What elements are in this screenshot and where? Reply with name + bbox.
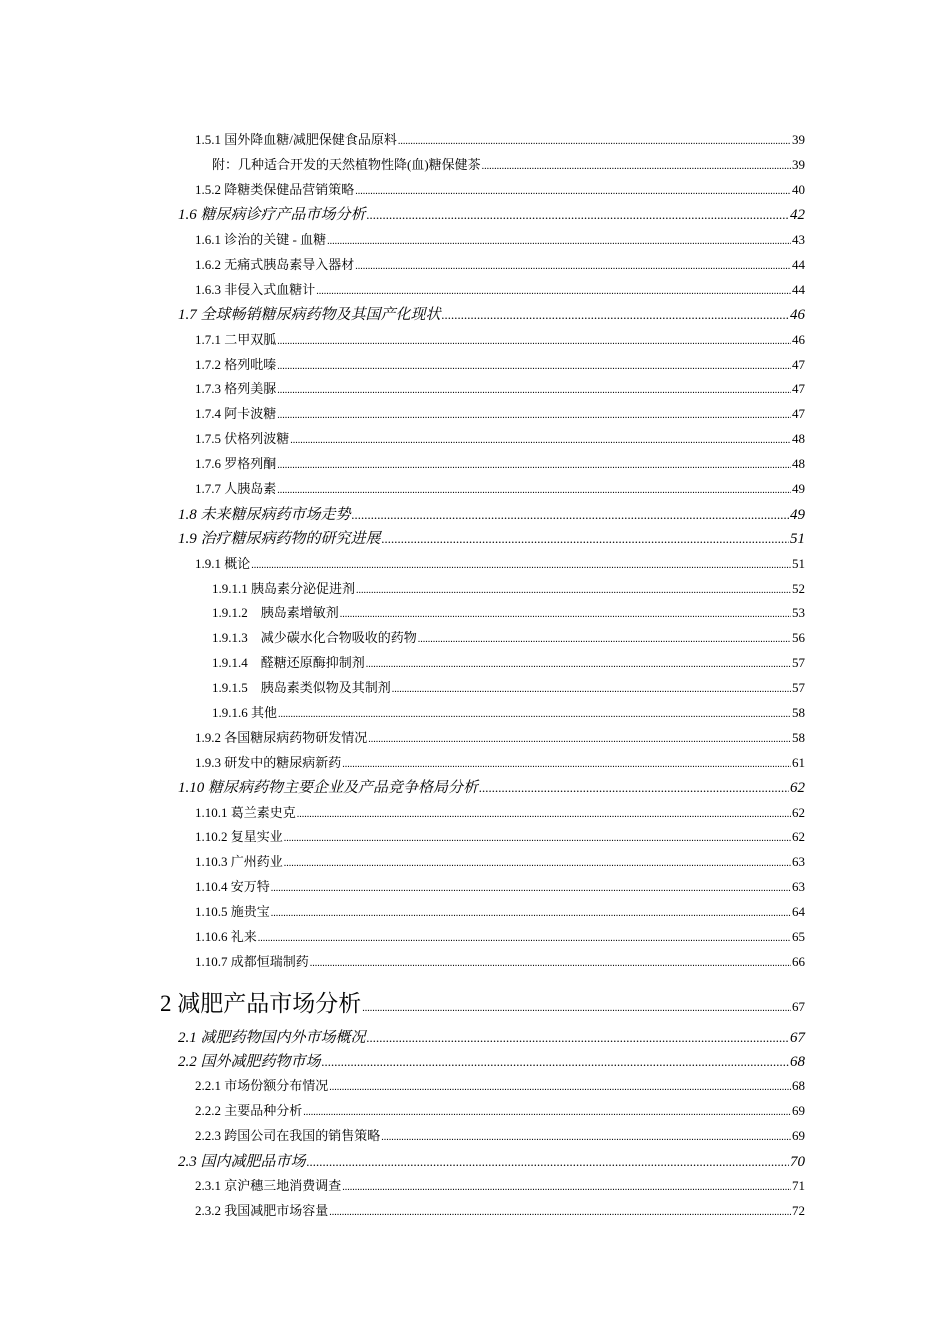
toc-entry-page-number: 47: [792, 406, 805, 421]
toc-entry-title: 1.5.2 降糖类保健品营销策略: [195, 182, 355, 197]
toc-entry[interactable]: [212, 627, 805, 646]
dot-leader: [258, 933, 791, 944]
toc-entry-page-number: 51: [790, 531, 805, 547]
toc-entry-page-number: 53: [792, 605, 805, 620]
toc-entry-title: 1.9.1.3 减少碳水化合物吸收的药物: [212, 630, 417, 645]
toc-entry-page-number: 62: [792, 829, 805, 844]
toc-entry[interactable]: [178, 776, 805, 797]
toc-entry-title: 1.9.3 研发中的糖尿病新药: [195, 755, 342, 770]
toc-entry-title: 2.2 国外减肥药物市场: [178, 1054, 321, 1070]
toc-entry-title: 1.7.3 格列美脲: [195, 381, 277, 396]
toc-entry[interactable]: [195, 1075, 805, 1094]
toc-entry-page-number: 46: [790, 307, 805, 323]
toc-entry-title: 1.9.2 各国糖尿病药物研发情况: [195, 730, 368, 745]
dot-leader: [342, 1182, 791, 1193]
toc-entry-title: 2.1 减肥药物国内外市场概况: [178, 1030, 366, 1046]
toc-entry[interactable]: [195, 752, 805, 771]
toc-entry-page-number: 65: [792, 929, 805, 944]
toc-entry[interactable]: [195, 1100, 805, 1119]
toc-entry[interactable]: [178, 1050, 805, 1071]
toc-entry-title: 1.6.2 无痛式胰岛素导入器材: [195, 257, 355, 272]
toc-entry-title: 1.9 治疗糖尿病药物的研究进展: [178, 531, 381, 547]
toc-entry-page-number: 71: [792, 1178, 805, 1193]
dot-leader: [362, 1003, 791, 1014]
toc-entry[interactable]: [195, 453, 805, 472]
toc-entry-page-number: 64: [792, 904, 805, 919]
toc-entry-title: 1.6.1 诊治的关键 - 血糖: [195, 232, 327, 247]
toc-entry[interactable]: [195, 951, 805, 970]
toc-entry[interactable]: [195, 478, 805, 497]
toc-entry-title: 1.7.6 罗格列酮: [195, 456, 277, 471]
dot-leader: [322, 1054, 789, 1070]
toc-entry-page-number: 72: [792, 1203, 805, 1218]
dot-leader: [479, 780, 789, 796]
toc-entry-page-number: 67: [792, 999, 805, 1014]
toc-entry-page-number: 49: [792, 481, 805, 496]
toc-entry-page-number: 39: [792, 132, 805, 147]
toc-entry-title: 1.10.2 复星实业: [195, 829, 283, 844]
toc-entry-page-number: 68: [792, 1078, 805, 1093]
toc-entry[interactable]: [178, 503, 805, 524]
dot-leader: [277, 410, 791, 421]
dot-leader: [284, 858, 791, 869]
dot-leader: [352, 507, 789, 523]
dot-leader: [277, 460, 791, 471]
dot-leader: [278, 709, 791, 720]
toc-entry-title: 1.10.4 安万特: [195, 879, 270, 894]
toc-entry[interactable]: [212, 652, 805, 671]
toc-entry[interactable]: [212, 154, 805, 173]
toc-entry-title: 1.7 全球畅销糖尿病药物及其国产化现状: [178, 307, 441, 323]
toc-entry-page-number: 47: [792, 381, 805, 396]
dot-leader: [392, 684, 791, 695]
toc-entry[interactable]: [212, 702, 805, 721]
toc-entry-title: 1.9.1.5 胰岛素类似物及其制剂: [212, 680, 391, 695]
toc-entry[interactable]: [178, 1150, 805, 1171]
toc-entry-page-number: 39: [792, 157, 805, 172]
toc-entry-page-number: 58: [792, 705, 805, 720]
toc-entry[interactable]: [195, 926, 805, 945]
toc-entry-page-number: 44: [792, 257, 805, 272]
toc-entry-title: 2.2.1 市场份额分布情况: [195, 1078, 329, 1093]
toc-entry-title: 1.7.1 二甲双胍: [195, 332, 277, 347]
dot-leader: [297, 809, 791, 820]
toc-entry[interactable]: [195, 403, 805, 422]
toc-entry[interactable]: [178, 1026, 805, 1047]
toc-entry-title: 1.7.2 格列吡嗪: [195, 357, 277, 372]
dot-leader: [277, 385, 791, 396]
toc-entry-page-number: 68: [790, 1054, 805, 1070]
toc-entry-title: 1.10.1 葛兰素史克: [195, 805, 296, 820]
toc-entry-title: 1.7.7 人胰岛素: [195, 481, 277, 496]
dot-leader: [251, 560, 791, 571]
toc-entry-title: 1.5.1 国外降血糖/减肥保健食品原料: [195, 132, 397, 147]
dot-leader: [367, 1030, 789, 1046]
toc-entry-title: 2.2.2 主要品种分析: [195, 1103, 303, 1118]
toc-entry-title: 1.7.5 伏格列波糖: [195, 431, 290, 446]
dot-leader: [398, 136, 791, 147]
toc-entry[interactable]: [195, 329, 805, 348]
toc-entry-title: 附：几种适合开发的天然植物性降(血)糖保健茶: [212, 157, 481, 172]
toc-entry-page-number: 52: [792, 581, 805, 596]
toc-entry-title: 1.7.4 阿卡波糖: [195, 406, 277, 421]
toc-entry-title: 1.9.1.6 其他: [212, 705, 278, 720]
toc-entry-title: 1.9.1 概论: [195, 556, 251, 571]
toc-entry-page-number: 57: [792, 680, 805, 695]
toc-entry-page-number: 69: [792, 1128, 805, 1143]
toc-entry-title: 2.3.1 京沪穗三地消费调查: [195, 1178, 342, 1193]
toc-entry-page-number: 62: [792, 805, 805, 820]
toc-entry-page-number: 67: [790, 1030, 805, 1046]
toc-entry[interactable]: [195, 901, 805, 920]
toc-entry-title: 1.10 糖尿病药物主要企业及产品竞争格局分析: [178, 780, 479, 796]
toc-entry-page-number: 44: [792, 282, 805, 297]
toc-entry-page-number: 69: [792, 1103, 805, 1118]
dot-leader: [382, 531, 789, 547]
dot-leader: [355, 186, 791, 197]
dot-leader: [271, 908, 791, 919]
toc-entry-title: 1.10.6 礼来: [195, 929, 257, 944]
toc-entry-title: 1.10.5 施贵宝: [195, 904, 270, 919]
toc-entry[interactable]: [195, 279, 805, 298]
dot-leader: [356, 585, 791, 596]
dot-leader: [303, 1107, 791, 1118]
toc-entry[interactable]: [178, 203, 805, 224]
dot-leader: [271, 883, 791, 894]
toc-entry-title: 2.3.2 我国减肥市场容量: [195, 1203, 329, 1218]
toc-entry-title: 1.9.1.1 胰岛素分泌促进剂: [212, 581, 356, 596]
toc-entry-page-number: 56: [792, 630, 805, 645]
toc-entry-page-number: 49: [790, 507, 805, 523]
toc-entry[interactable]: [195, 826, 805, 845]
dot-leader: [290, 435, 791, 446]
dot-leader: [367, 207, 789, 223]
dot-leader: [366, 659, 791, 670]
toc-entry[interactable]: [195, 876, 805, 895]
dot-leader: [418, 634, 791, 645]
toc-entry-page-number: 43: [792, 232, 805, 247]
toc-entry[interactable]: [195, 354, 805, 373]
toc-entry-page-number: 66: [792, 954, 805, 969]
toc-entry-page-number: 47: [792, 357, 805, 372]
toc-entry-title: 1.10.3 广州药业: [195, 854, 283, 869]
toc-entry[interactable]: [195, 378, 805, 397]
dot-leader: [307, 1154, 789, 1170]
dot-leader: [482, 161, 791, 172]
toc-entry[interactable]: [195, 229, 805, 248]
toc-entry[interactable]: [195, 179, 805, 198]
toc-entry-page-number: 42: [790, 207, 805, 223]
toc-entry[interactable]: [212, 578, 805, 597]
toc-entry-page-number: 62: [790, 780, 805, 796]
toc-entry-title: 2.2.3 跨国公司在我国的销售策略: [195, 1128, 381, 1143]
toc-entry-page-number: 63: [792, 854, 805, 869]
toc-entry[interactable]: [195, 129, 805, 148]
toc-entry-title: 2.3 国内减肥品市场: [178, 1154, 306, 1170]
dot-leader: [316, 286, 791, 297]
toc-entry-title: 1.6 糖尿病诊疗产品市场分析: [178, 207, 366, 223]
toc-entry[interactable]: [195, 727, 805, 746]
dot-leader: [340, 609, 791, 620]
toc-entry[interactable]: [160, 985, 805, 1018]
dot-leader: [277, 485, 791, 496]
toc-entry[interactable]: [212, 602, 805, 621]
dot-leader: [368, 734, 791, 745]
toc-entry-page-number: 70: [790, 1154, 805, 1170]
toc-entry[interactable]: [178, 303, 805, 324]
toc-entry[interactable]: [178, 527, 805, 548]
dot-leader: [381, 1132, 791, 1143]
toc-entry[interactable]: [195, 254, 805, 273]
toc-entry-title: 1.8 未来糖尿病药市场走势: [178, 507, 351, 523]
toc-entry[interactable]: [195, 1125, 805, 1144]
toc-entry[interactable]: [195, 802, 805, 821]
toc-entry-title: 1.9.1.4 醛糖还原酶抑制剂: [212, 655, 365, 670]
dot-leader: [329, 1207, 791, 1218]
dot-leader: [284, 833, 791, 844]
dot-leader: [329, 1082, 791, 1093]
dot-leader: [355, 261, 791, 272]
dot-leader: [277, 336, 791, 347]
toc-entry[interactable]: [195, 1175, 805, 1194]
dot-leader: [327, 236, 791, 247]
toc-entry-title: 1.10.7 成都恒瑞制药: [195, 954, 309, 969]
toc-entry[interactable]: [212, 677, 805, 696]
dot-leader: [310, 958, 791, 969]
toc-entry-title: 2 减肥产品市场分析: [160, 991, 362, 1016]
toc-entry-page-number: 48: [792, 431, 805, 446]
toc-entry-title: 1.9.1.2 胰岛素增敏剂: [212, 605, 339, 620]
toc-entry-page-number: 51: [792, 556, 805, 571]
toc-entry-page-number: 46: [792, 332, 805, 347]
toc-entry-page-number: 40: [792, 182, 805, 197]
toc-entry-page-number: 61: [792, 755, 805, 770]
toc-entry[interactable]: [195, 1200, 805, 1219]
toc-entry-page-number: 58: [792, 730, 805, 745]
toc-entry[interactable]: [195, 428, 805, 447]
dot-leader: [277, 361, 791, 372]
toc-entry[interactable]: [195, 851, 805, 870]
toc-entry-page-number: 48: [792, 456, 805, 471]
toc-entry-title: 1.6.3 非侵入式血糖计: [195, 282, 316, 297]
toc-entry-page-number: 57: [792, 655, 805, 670]
dot-leader: [342, 759, 791, 770]
toc-entry-page-number: 63: [792, 879, 805, 894]
toc-entry[interactable]: [195, 553, 805, 572]
dot-leader: [442, 307, 789, 323]
